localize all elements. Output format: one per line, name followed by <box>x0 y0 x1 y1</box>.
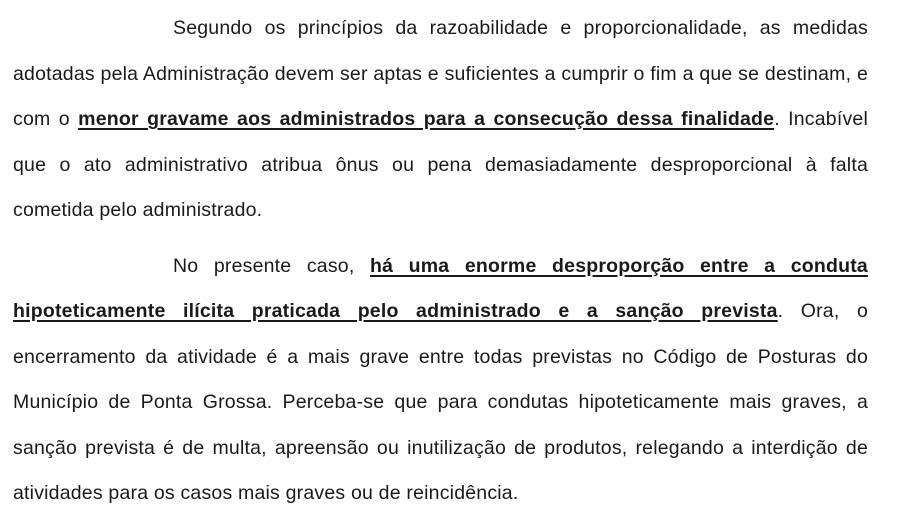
paragraph-text: . Ora, o encerramento da atividade é a mais grave entre todas previstas no Código de Posturas do Município de Ponta Grossa. Perceba-se que para condutas hipoteticamente mais graves, a sanção prevista é de multa, apreensão ou inutilização de produtos, relegando a interdição de atividades para os casos mais graves ou de reincidência. <box>13 300 868 504</box>
paragraph-proportionality-principle <box>13 6 868 234</box>
emphasized-text: há uma enorme desproporção entre a conduta hipoteticamente ilícita praticada pelo administrado e a sanção prevista <box>13 254 868 322</box>
paragraph-text: Segundo os princípios da razoabilidade e proporcionalidade, as medidas adotadas pela Administração devem ser aptas e suficientes a cumprir o fim a que se destinam, e com o <box>13 17 868 130</box>
paragraph-present-case <box>13 244 868 517</box>
emphasized-text: menor gravame aos administrados para a consecução dessa finalidade <box>78 108 775 130</box>
paragraph-text: . Incabível que o ato administrativo atribua ônus ou pena demasiadamente desproporcional à falta cometida pelo administrado. <box>13 108 868 221</box>
paragraph-text: No presente caso, <box>173 254 370 277</box>
